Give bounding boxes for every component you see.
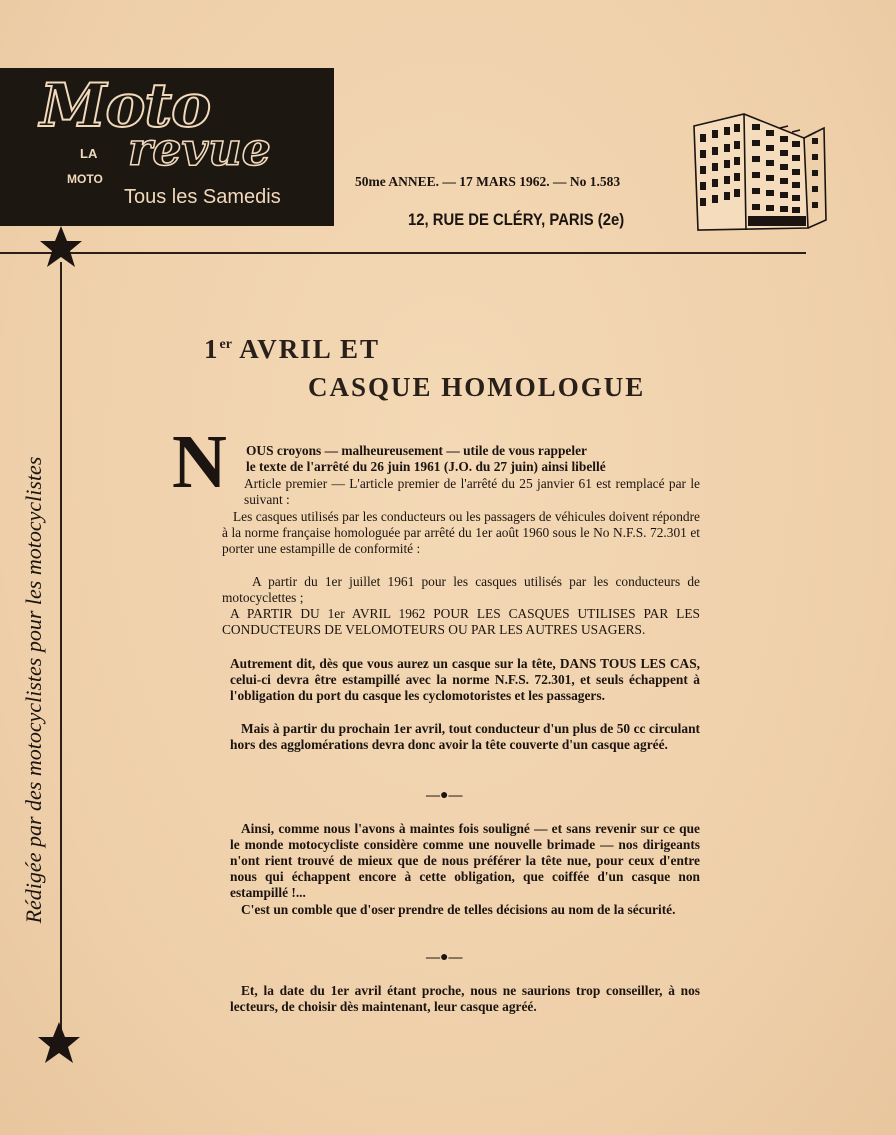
issue-line: 50me ANNEE. — 17 MARS 1962. — No 1.583: [355, 174, 621, 189]
article-paragraph-2: Les casques utilisés par les conducteurs ou les passagers de véhicules doivent répondre à la norme française homologuée par arrêté du 1er août 1960 sous le No N.F.S. 72.301 et porter une estampille de conformité :: [222, 509, 700, 556]
article-paragraph-7: Ainsi, comme nous l'avons à maintes fois souligné — et sans revenir sur ce que le monde motocycliste considère comme une nouvelle brimade — nos dirigeants n'ont rient trouvé de mieux que de nous préférer la tête nue, pour ceux d'entre nous qui échappent encore à cette obligation, que coiffée d'un casque non estampillé !...: [230, 821, 700, 900]
separator-1: —●—: [426, 788, 463, 803]
sidebar-rule: [60, 262, 62, 1032]
masthead-logo-block: [0, 68, 334, 226]
drop-cap: N: [172, 420, 227, 504]
separator-2: —●—: [426, 950, 463, 965]
article-paragraph-9: Et, la date du 1er avril étant proche, nous ne saurions trop conseiller, à nos lecteurs, de choisir dès maintenant, leur casque agréé.: [230, 983, 700, 1014]
masthead-tagline: Tous les Samedis: [124, 186, 281, 208]
star-top-icon: [38, 224, 84, 270]
article-paragraph-3: A partir du 1er juillet 1961 pour les casques utilisés par les conducteurs de motocyclettes ;: [222, 574, 700, 605]
address-line: 12, RUE DE CLÉRY, PARIS (2e): [408, 211, 625, 229]
intro-line1: OUS croyons — malheureusement — utile de vous rappeler: [246, 443, 587, 458]
logo-revue: revue: [128, 122, 271, 176]
article-title-line1: 1er AVRIL ET: [204, 334, 381, 364]
article-paragraph-5: Autrement dit, dès que vous aurez un casque sur la tête, DANS TOUS LES CAS, celui-ci devra être estampillé avec la norme N.F.S. 72.301, et seuls échappent à l'obligation du port du casque les cyclomotoristes et les passagers.: [230, 656, 700, 703]
article-title-line2: CASQUE HOMOLOGUE: [308, 372, 646, 402]
star-bottom-icon: [36, 1020, 82, 1066]
logo-moto: Moto: [40, 71, 211, 141]
article-paragraph-4: A PARTIR DU 1er AVRIL 1962 POUR LES CASQUES UTILISES PAR LES CONDUCTEURS DE VELOMOTEURS OU PAR LES AUTRES USAGERS.: [222, 606, 700, 637]
article-paragraph-1: Article premier — L'article premier de l'arrêté du 25 janvier 61 est remplacé par le suivant :: [244, 476, 700, 507]
header-rule: [0, 252, 806, 254]
building-illustration-icon: [684, 108, 834, 236]
article-paragraph-6: Mais à partir du prochain 1er avril, tout conducteur d'un plus de 50 cc circulant hors des agglomérations devra donc avoir la tête couverte d'un casque agréé.: [230, 721, 700, 752]
article-paragraph-8: C'est un comble que d'oser prendre de telles décisions au nom de la sécurité.: [241, 902, 676, 917]
logo-moto-small: MOTO: [67, 172, 103, 186]
intro-line2: le texte de l'arrêté du 26 juin 1961 (J.O. du 27 juin) ainsi libellé: [246, 459, 606, 474]
logo-la: LA: [80, 146, 98, 161]
sidebar-vertical-text: Rédigée par des motocyclistes pour les motocyclistes: [21, 456, 46, 924]
